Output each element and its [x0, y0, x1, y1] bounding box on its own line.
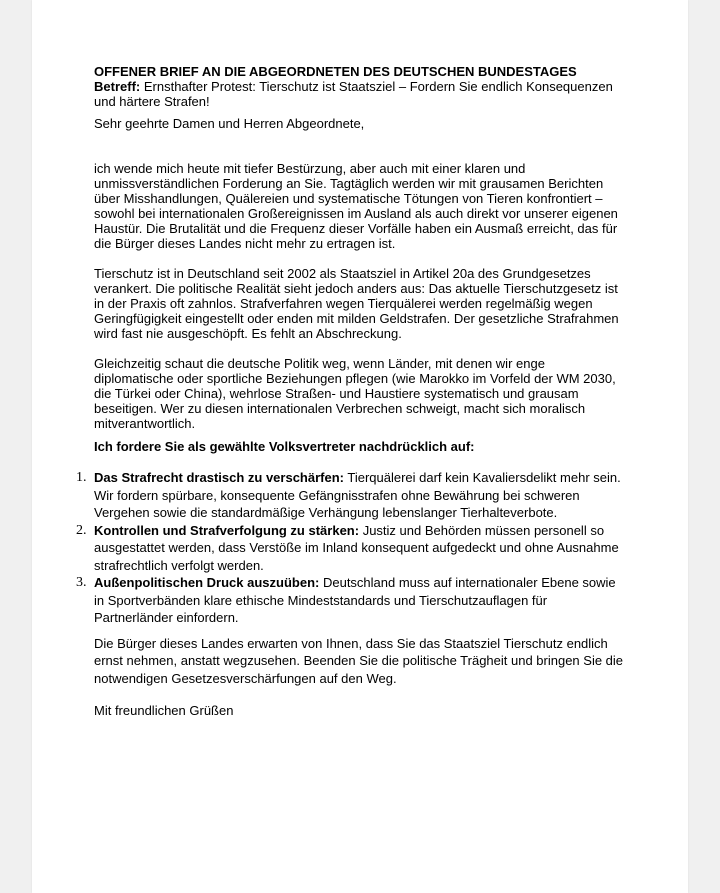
- demand-text: Justiz und Behörden müssen personell so ausgestattet werden, dass Verstöße im Inland konsequent aufgedeckt und ohne Ausnahme strafrechtlich verfolgt werden.: [94, 522, 619, 573]
- signoff: Mit freundlichen Grüßen: [94, 703, 234, 718]
- salutation: Sehr geehrte Damen und Herren Abgeordnete,: [94, 116, 365, 131]
- demand-text: Deutschland muss auf internationaler Ebene sowie in Sportverbänden klare ethische Mindeststandards und Tierschutzauflagen für Partnerländer einfordern.: [94, 575, 616, 625]
- demand-text: Tierquälerei darf kein Kavaliersdelikt mehr sein. Wir fordern spürbare, konsequente Gefängnisstrafen ohne Bewährung bei schweren Vergehen sowie die standardmäßige Verhängung lebenslanger Tierhalteverbote.: [94, 470, 621, 520]
- demand-heading: Außenpolitischen Druck auszuüben:: [94, 575, 320, 590]
- paragraph-2: Tierschutz ist in Deutschland seit 2002 als Staatsziel in Artikel 20a des Grundgesetzes verankert. Die politische Realität sieht jedoch anders aus: Das aktuelle Tierschutzgesetz ist in der Praxis oft zahnlos. Strafverfahren wegen Tierquälerei werden regelmäßig wegen Geringfügigkeit eingestellt oder enden mit milden Geldstrafen. Der gesetzliche Strafrahmen wird fast nie ausgeschöpft. Es fehlt an Abschreckung.: [94, 266, 619, 341]
- demand-heading: Kontrollen und Strafverfolgung zu stärken:: [94, 522, 360, 538]
- demand-item-3: [76, 574, 628, 627]
- paragraph-1: ich wende mich heute mit tiefer Bestürzung, aber auch mit einer klaren und unmissverständlichen Forderung an Sie. Tagtäglich werden wir mit grausamen Berichten über Misshandlungen, Quälereien und systematische Tötungen von Tieren konfrontiert – sowohl bei internationalen Großereignissen im Ausland als auch direkt vor unserer eigenen Haustür. Die Brutalität und die Frequenz dieser Vorfälle haben ein Ausmaß erreicht, das für die Bürger dieses Landes nicht mehr zu ertragen ist.: [94, 161, 618, 251]
- paragraph-3: Gleichzeitig schaut die deutsche Politik weg, wenn Länder, mit denen wir enge diplomatische oder sportliche Beziehungen pflegen (wie Marokko im Vorfeld der WM 2030, die Türkei oder China), wehrlose Straßen- und Haustiere systematisch und grausam beseitigen. Wer zu diesen internationalen Verbrechen schweigt, macht sich moralisch mitverantwortlich.: [94, 356, 616, 431]
- demand-item-1: [76, 469, 628, 522]
- subject-label: Betreff:: [94, 79, 141, 94]
- document-page: [32, 0, 688, 893]
- demand-item-2: [76, 522, 628, 575]
- demand-list: [76, 469, 628, 627]
- closing-paragraph: Die Bürger dieses Landes erwarten von Ihnen, dass Sie das Staatsziel Tierschutz endlich ernst nehmen, anstatt wegzusehen. Beenden Sie die politische Trägheit und bringen Sie die notwendigen Gesetzesverschärfungen auf den Weg.: [94, 635, 624, 686]
- subject-text: Ernsthafter Protest: Tierschutz ist Staatsziel – Fordern Sie endlich Konsequenzen und härtere Strafen!: [94, 79, 613, 109]
- demand-number: 3.: [76, 575, 87, 590]
- demand-intro: Ich fordere Sie als gewählte Volksvertreter nachdrücklich auf:: [94, 439, 475, 454]
- demand-number: 2.: [76, 522, 87, 538]
- letter-body: [76, 64, 628, 720]
- letter-subject: [94, 79, 628, 109]
- letter-title: OFFENER BRIEF AN DIE ABGEORDNETEN DES DEUTSCHEN BUNDESTAGES: [94, 64, 577, 79]
- demand-number: 1.: [76, 470, 87, 485]
- demand-heading: Das Strafrecht drastisch zu verschärfen:: [94, 470, 344, 485]
